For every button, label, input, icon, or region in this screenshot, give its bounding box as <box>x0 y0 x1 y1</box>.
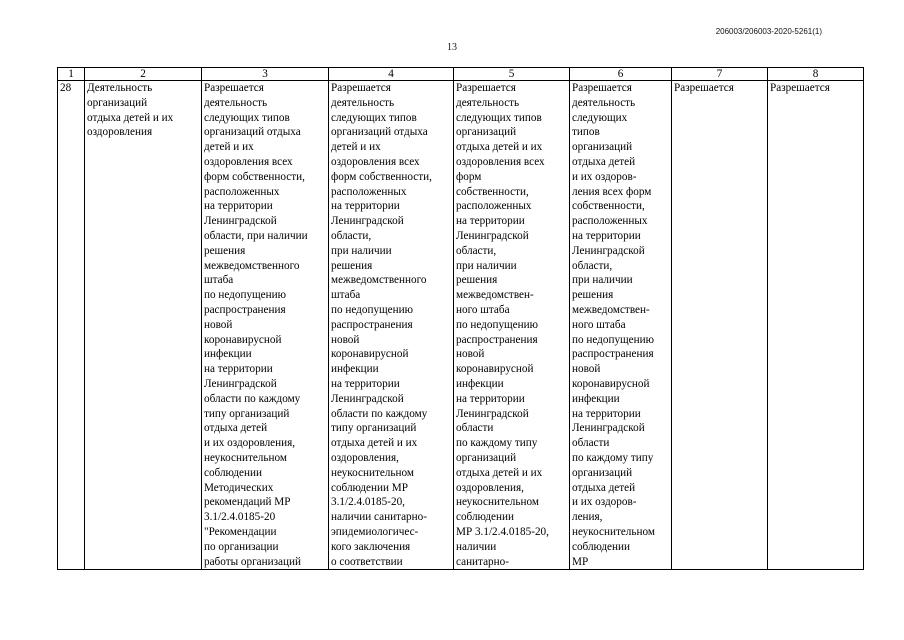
cell-text-line: ления, <box>572 511 603 524</box>
column-number: 5 <box>454 68 570 81</box>
cell-text-line: оздоровления всех <box>456 155 545 168</box>
cell-text-line: организаций <box>572 141 633 154</box>
column-5-cell <box>454 81 570 570</box>
cell-text-line: решения <box>456 274 498 287</box>
column-number: 6 <box>570 68 672 81</box>
cell-text-line: при наличии <box>456 259 517 272</box>
column-number: 7 <box>672 68 768 81</box>
activity-cell <box>85 81 202 570</box>
cell-text-line: Ленинградской <box>331 215 404 228</box>
cell-text-line: детей и их <box>331 141 381 154</box>
cell-text-line: типов <box>572 126 600 139</box>
cell-text-line: собственности, <box>572 200 645 213</box>
cell-text-line: ного штаба <box>572 318 626 331</box>
cell-text-line: расположенных <box>204 185 280 198</box>
cell-text-line: коронавирусной <box>572 377 650 390</box>
cell-text-line: организаций отдыха <box>204 126 301 139</box>
cell-text-line: о соответствии <box>331 555 403 568</box>
cell-text-line: неукоснительном <box>204 451 287 464</box>
cell-text-line: МР <box>572 555 589 568</box>
cell-text-line: неукоснительном <box>331 466 414 479</box>
cell-text-line: распространения <box>204 303 286 316</box>
cell-text-line: кого заключения <box>331 540 411 553</box>
cell-text-line: решения <box>204 244 246 257</box>
cell-text-line: области <box>456 422 494 435</box>
cell-text-line: новой <box>331 333 360 346</box>
cell-text-line: соблюдении <box>204 466 262 479</box>
table-row <box>58 81 864 570</box>
cell-text-line: и их оздоров- <box>572 170 637 183</box>
cell-text-line: на территории <box>456 215 525 228</box>
cell-text-line: соблюдении <box>456 511 514 524</box>
cell-text-line: форм собственности, <box>331 170 432 183</box>
cell-text-line: области, при наличии <box>204 229 308 242</box>
cell-text-line: форм собственности, <box>204 170 305 183</box>
cell-text-line: МР 3.1/2.4.0185-20, <box>456 525 549 538</box>
cell-text-line: Разрешается <box>331 82 391 94</box>
cell-text-line: отдыха детей <box>204 422 268 435</box>
cell-text-line: Деятельность <box>87 82 153 94</box>
cell-text-line: отдыха детей и их <box>87 111 174 124</box>
cell-text-line: Ленинградской <box>331 392 404 405</box>
cell-text-line: и их оздоровления, <box>204 437 296 450</box>
cell-text-line: эпидемиологичес- <box>331 525 419 538</box>
cell-text-line: детей и их <box>204 141 254 154</box>
cell-text-line: наличии <box>456 540 497 553</box>
cell-text-line: организаций <box>456 451 517 464</box>
cell-text-line: инфекции <box>331 363 379 376</box>
cell-text-line: следующих типов <box>204 111 290 124</box>
column-4-cell <box>329 81 454 570</box>
cell-text-line: 3.1/2.4.0185-20 <box>204 511 276 524</box>
cell-text-line: распространения <box>331 318 413 331</box>
cell-text-line: области по каждому <box>331 407 428 420</box>
cell-text-line: при наличии <box>572 274 633 287</box>
cell-text-line: распространения <box>572 348 654 361</box>
column-8-cell <box>768 81 864 570</box>
cell-text-line: расположенных <box>572 215 648 228</box>
cell-text-line: межведомственного <box>204 259 300 272</box>
cell-text-line: оздоровления всех <box>331 155 420 168</box>
row-number: 28 <box>60 82 72 94</box>
cell-text-line: новой <box>456 348 485 361</box>
cell-text-line: Ленинградской <box>456 229 529 242</box>
column-number: 3 <box>202 68 329 81</box>
cell-text-line: на территории <box>331 377 400 390</box>
cell-text-line: соблюдении <box>572 540 630 553</box>
cell-text-line: 3.1/2.4.0185-20, <box>331 496 405 509</box>
cell-text-line: неукоснительном <box>572 525 655 538</box>
cell-text-line: решения <box>331 259 373 272</box>
column-number-row <box>58 68 864 81</box>
column-6-cell <box>570 81 672 570</box>
cell-text-line: по каждому типу <box>456 437 538 450</box>
cell-text-line: на территории <box>456 392 525 405</box>
cell-text-line: штаба <box>204 274 234 287</box>
cell-text-line: Ленинградской <box>456 407 529 420</box>
cell-text-line: при наличии <box>331 244 392 257</box>
cell-text-line: по недопущению <box>572 333 654 346</box>
cell-text-line: области, <box>331 229 372 242</box>
cell-text-line: собственности, <box>456 185 529 198</box>
cell-text-line: Ленинградской <box>572 422 645 435</box>
cell-text-line: коронавирусной <box>456 363 534 376</box>
cell-text-line: по каждому типу <box>572 451 654 464</box>
row-number-cell <box>58 81 85 570</box>
cell-text-line: организаций <box>572 466 633 479</box>
column-number: 4 <box>329 68 454 81</box>
cell-text-line: форм <box>456 170 482 183</box>
page-number: 13 <box>447 42 457 53</box>
cell-text-line: Разрешается <box>572 82 632 94</box>
cell-text-line: новой <box>572 363 601 376</box>
cell-text-line: отдыха детей и их <box>456 141 543 154</box>
cell-text-line: отдыха детей <box>572 481 636 494</box>
column-7-cell <box>672 81 768 570</box>
cell-text-line: следующих типов <box>456 111 542 124</box>
cell-text-line: типу организаций <box>331 422 417 435</box>
cell-text-line: оздоровления, <box>456 481 524 494</box>
cell-text-line: инфекции <box>204 348 252 361</box>
cell-text-line: деятельность <box>204 96 268 109</box>
cell-text-line: межведомствен- <box>572 303 650 316</box>
cell-text-line: по организации <box>204 540 279 553</box>
cell-text-line: отдыха детей <box>572 155 636 168</box>
cell-text-line: области <box>572 437 610 450</box>
cell-text-line: наличии санитарно- <box>331 511 427 524</box>
cell-text-line: оздоровления, <box>331 451 399 464</box>
cell-text-line: штаба <box>331 289 361 302</box>
cell-text-line: Ленинградской <box>204 377 277 390</box>
column-number: 8 <box>768 68 864 81</box>
cell-text-line: на территории <box>204 200 273 213</box>
column-3-cell <box>202 81 329 570</box>
cell-text-line: оздоровления всех <box>204 155 293 168</box>
cell-text-line: на территории <box>572 407 641 420</box>
cell-text-line: Ленинградской <box>572 244 645 257</box>
cell-text-line: деятельность <box>456 96 520 109</box>
cell-text-line: межведомствен- <box>456 289 534 302</box>
cell-text-line: соблюдении МР <box>331 481 408 494</box>
cell-text-line: деятельность <box>572 96 636 109</box>
cell-text-line: Методических <box>204 481 274 494</box>
cell-text-line: Разрешается <box>456 82 516 94</box>
column-number: 2 <box>85 68 202 81</box>
cell-text-line: неукоснительном <box>456 496 539 509</box>
cell-text-line: межведомственного <box>331 274 427 287</box>
cell-text-line: области, <box>572 259 613 272</box>
cell-text-line: расположенных <box>331 185 407 198</box>
cell-text-line: на территории <box>331 200 400 213</box>
cell-text-line: новой <box>204 318 233 331</box>
cell-text-line: деятельность <box>331 96 395 109</box>
cell-text-line: оздоровления <box>87 126 153 139</box>
cell-text-line: рекомендаций МР <box>204 496 291 509</box>
cell-text-line: организаций <box>87 96 148 109</box>
cell-text-line: по недопущению <box>456 318 538 331</box>
cell-text-line: Разрешается <box>674 82 734 94</box>
document-number: 206003/206003-2020-5261(1) <box>715 27 822 36</box>
cell-text-line: Ленинградской <box>204 215 277 228</box>
cell-text-line: расположенных <box>456 200 532 213</box>
cell-text-line: организаций <box>456 126 517 139</box>
cell-text-line: "Рекомендации <box>204 525 277 538</box>
cell-text-line: области, <box>456 244 497 257</box>
cell-text-line: Разрешается <box>770 82 830 94</box>
cell-text-line: области по каждому <box>204 392 301 405</box>
cell-text-line: Разрешается <box>204 82 264 94</box>
cell-text-line: типу организаций <box>204 407 290 420</box>
regulation-table <box>57 67 864 570</box>
cell-text-line: инфекции <box>456 377 504 390</box>
cell-text-line: на территории <box>572 229 641 242</box>
cell-text-line: распространения <box>456 333 538 346</box>
cell-text-line: отдыха детей и их <box>456 466 543 479</box>
cell-text-line: по недопущению <box>331 303 413 316</box>
cell-text-line: отдыха детей и их <box>331 437 418 450</box>
cell-text-line: ного штаба <box>456 303 510 316</box>
cell-text-line: и их оздоров- <box>572 496 637 509</box>
cell-text-line: организаций отдыха <box>331 126 428 139</box>
cell-text-line: коронавирусной <box>331 348 409 361</box>
cell-text-line: работы организаций <box>204 555 301 568</box>
cell-text-line: по недопущению <box>204 289 286 302</box>
cell-text-line: ления всех форм <box>572 185 652 198</box>
cell-text-line: на территории <box>204 363 273 376</box>
column-number: 1 <box>58 68 85 81</box>
cell-text-line: следующих <box>572 111 628 124</box>
cell-text-line: коронавирусной <box>204 333 282 346</box>
cell-text-line: следующих типов <box>331 111 417 124</box>
cell-text-line: санитарно- <box>456 555 509 568</box>
cell-text-line: решения <box>572 289 614 302</box>
cell-text-line: инфекции <box>572 392 620 405</box>
